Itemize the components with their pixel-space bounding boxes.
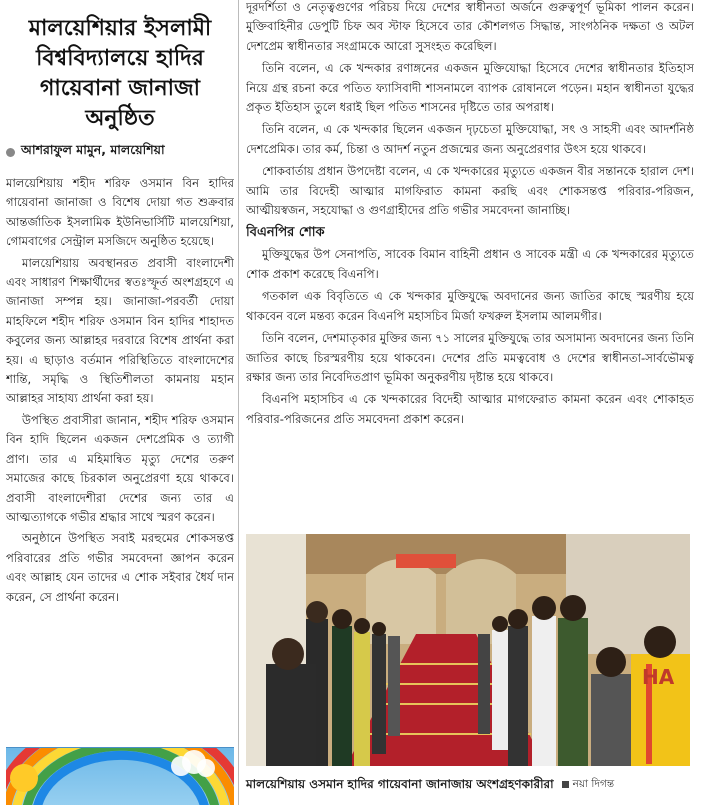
left-paragraph: মালয়েশিয়ায় শহীদ শরিফ ওসমান বিন হাদির গায়েবানা জানাজা ও বিশেষ দোয়া গত শুক্রবার আন্তর্জাতিক ইসলামিক ইউনিভার্সিটি মালয়েশিয়া, গোমবাগের সেন্ট্রাল মসজিদে অনুষ্ঠিত হয়েছে। <box>6 176 234 249</box>
photo-caption <box>246 774 690 794</box>
photo-credit: নয়া দিগন্ত <box>572 778 615 790</box>
rainbow-advertisement <box>6 747 234 805</box>
right-paragraph: মুক্তিযুদ্ধের উপ সেনাপতি, সাবেক বিমান বাহিনী প্রধান ও সাবেক মন্ত্রী এ কে খন্দকারের মৃত্যুতে শোক প্রকাশ করেছে বিএনপি। <box>246 247 694 281</box>
column-divider <box>238 0 239 805</box>
article-headline: মালয়েশিয়ার ইসলামী বিশ্ববিদ্যালয়ে হাদির গায়েবানা জানাজা অনুষ্ঠিত <box>28 16 212 131</box>
left-paragraph: মালয়েশিয়ায় অবস্থানরত প্রবাসী বাংলাদেশী এবং সাধারণ শিক্ষার্থীদের স্বতঃস্ফূর্ত অংশগ্রহণে এ জানাজা সম্পন্ন হয়। জানাজা-পরবর্তী দোয়া মাহফিলে শহীদ শরিফ ওসমান বিন হাদির শাহাদত কবুলের জন্য আল্লাহর দরবারে বিশেষ প্রার্থনা করা হয়। এ ছাড়াও বর্তমান পরিস্থিতিতে বাংলাদেশের শান্তি, সমৃদ্ধি ও স্থিতিশীলতা কামনায় মহান আল্লাহর সাহায্য প্রার্থনা করা হয়। <box>6 255 234 406</box>
mosque-prayer-photo <box>246 534 690 766</box>
right-column <box>246 0 694 520</box>
left-body <box>6 174 234 607</box>
byline-text: আশরাফুল মামুন, মালয়েশিয়া <box>21 142 165 157</box>
jersey-text: HA <box>642 665 675 689</box>
rainbow-icon <box>6 748 234 805</box>
caption-text: মালয়েশিয়ায় ওসমান হাদির গায়েবানা জানাজায় অংশগ্রহণকারীরা <box>246 777 554 791</box>
right-paragraph: শোকবার্তায় প্রধান উপদেষ্টা বলেন, এ কে খন্দকারের মৃত্যুতে একজন বীর সন্তানকে হারাল দেশ। আমি তার বিদেহী আত্মার মাগফিরাত কামনা করছি এবং শোকসন্তপ্ত পরিবার-পরিজন, আত্মীয়স্বজন, সহযোদ্ধা ও গুণগ্রাহীদের প্রতি গভীর সমবেদনা জানাচ্ছি। <box>246 164 694 218</box>
news-photo <box>246 534 690 766</box>
section-subhead: বিএনপির শোক <box>246 225 325 241</box>
left-column <box>6 6 234 805</box>
right-paragraph: তিনি বলেন, এ কে খন্দকার ছিলেন একজন দৃঢ়চেতা মুক্তিযোদ্ধা, সৎ ও সাহসী এবং আদর্শনিষ্ঠ দেশপ্রেমিক। তার কর্ম, চিন্তা ও আদর্শ নতুন প্রজন্মের জন্য অনুপ্রেরণার উৎস হয়ে থাকবে। <box>246 122 694 156</box>
right-paragraph: তিনি বলেন, দেশমাতৃকার মুক্তির জন্য ৭১ সালের মুক্তিযুদ্ধে তার অসামান্য অবদানের জন্য তিনি জাতির কাছে চিরস্মরণীয় হয়ে থাকবেন। দেশের প্রতি মমত্ববোধ ও দেশের স্বাধীনতা-সার্বভৌমত্ব রক্ষার জন্য তার নিবেদিতপ্রাণ ভূমিকা অনুকরণীয় দৃষ্টান্ত হয়ে থাকবে। <box>246 331 694 384</box>
byline <box>6 142 234 162</box>
caption-bullet-icon <box>562 781 569 788</box>
left-paragraph: উপস্থিত প্রবাসীরা জানান, শহীদ শরিফ ওসমান বিন হাদি ছিলেন একজন দেশপ্রেমিক ও ত্যাগী প্রাণ। তার এ মহিমান্বিত মৃত্যু দেশের তরুণ সমাজের কাছে চিরকাল অনুপ্রেরণা হয়ে থাকবে। প্রবাসী বাংলাদেশীরা দেশের জন্য তার এ আত্মত্যাগকে গভীর শ্রদ্ধার সাথে স্মরণ করেন। <box>6 412 234 524</box>
right-paragraph: বিএনপি মহাসচিব এ কে খন্দকারের বিদেহী আত্মার মাগফেরাত কামনা করেন এবং শোকাহত পরিবার-পরিজনের প্রতি সমবেদনা প্রকাশ করেন। <box>246 392 694 426</box>
left-paragraph: অনুষ্ঠানে উপস্থিত সবাই মরহুমের শোকসন্তপ্ত পরিবারের প্রতি গভীর সমবেদনা জ্ঞাপন করেন এবং আল্লাহ যেন তাদের এ শোক সইবার ধৈর্য দান করেন, সে প্রার্থনা করেন। <box>6 531 234 604</box>
right-paragraph: গতকাল এক বিবৃতিতে এ কে খন্দকার মুক্তিযুদ্ধে অবদানের জন্য জাতির কাছে স্মরণীয় হয়ে থাকবেন বলে মন্তব্য করেন বিএনপি মহাসচিব মির্জা ফখরুল ইসলাম আলমগীর। <box>246 289 694 323</box>
right-paragraph: তিনি বলেন, এ কে খন্দকার রণাঙ্গনের একজন মুক্তিযোদ্ধা হিসেবে দেশের স্বাধীনতার ইতিহাস নিয়ে গ্রন্থ রচনা করে পতিত ফ্যাসিবাদী শাসনামলে ব্যাপক রোষানলে পড়েন। মহান স্বাধীনতা যুদ্ধের প্রকৃত ইতিহাস তুলে ধরাই ছিল পতিত শাসনের দৃষ্টিতে তার অপরাধ। <box>246 61 694 115</box>
right-paragraph: দূরদর্শিতা ও নেতৃত্বগুণের পরিচয় দিয়ে দেশের স্বাধীনতা অর্জনে গুরুত্বপূর্ণ ভূমিকা পালন করেন। মুক্তিবাহিনীর ডেপুটি চিফ অব স্টাফ হিসেবে তার কৌশলগত সিদ্ধান্ত, সাংগঠনিক দক্ষতা ও অটল দেশপ্রেম স্বাধীনতার সংগ্রামকে আরো সুসংহত করেছিল। <box>246 0 694 53</box>
byline-bullet-icon <box>6 148 15 157</box>
